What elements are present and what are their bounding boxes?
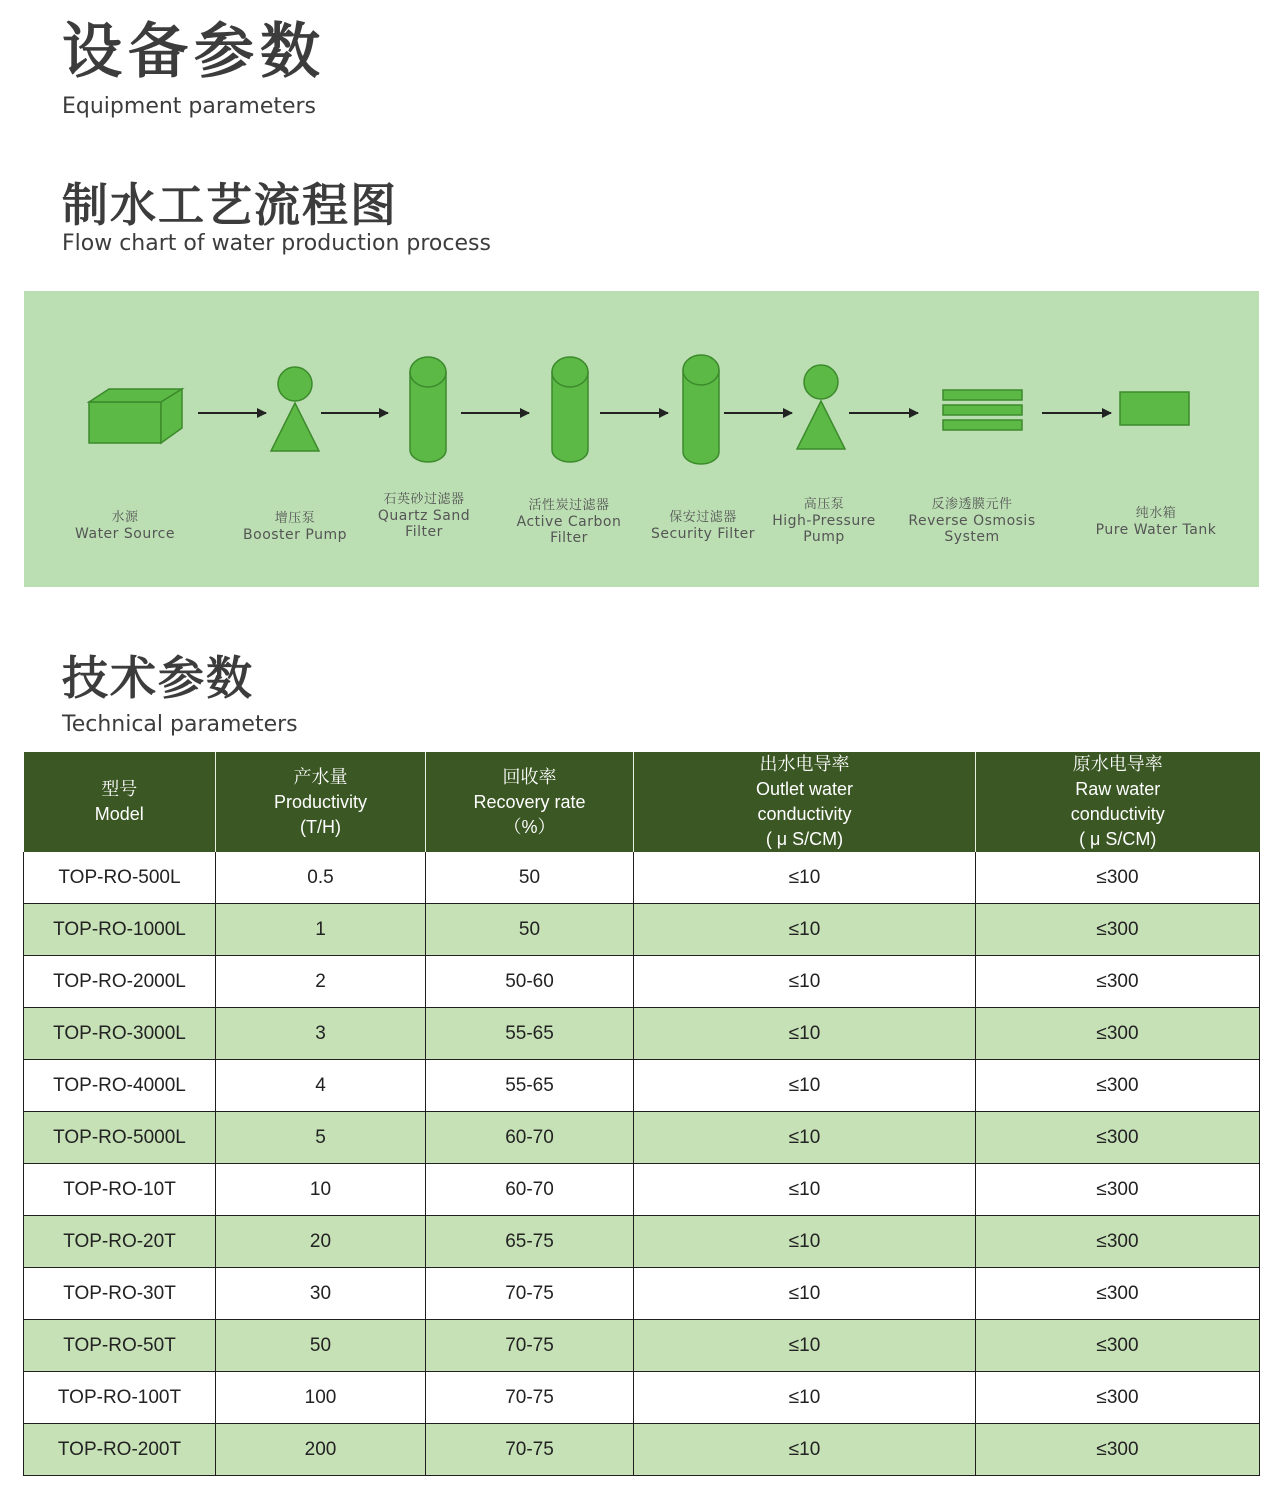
cell-outlet-conductivity: ≤10: [634, 1320, 976, 1372]
step-label-quartz-sand-filter: 石英砂过滤器 Quartz Sand Filter: [377, 492, 471, 540]
cell-recovery-rate: 70-75: [426, 1372, 634, 1424]
table-body: [24, 852, 1260, 1476]
active-carbon-filter-icon: [552, 357, 588, 462]
cell-recovery-rate: 65-75: [426, 1216, 634, 1268]
cell-raw-conductivity: ≤300: [976, 904, 1260, 956]
cell-productivity: 1: [216, 904, 426, 956]
header-outlet-conductivity: 出水电导率 Outlet water conductivity ( μ S/CM): [634, 752, 976, 852]
table-row: [24, 904, 1260, 956]
table-row: [24, 1216, 1260, 1268]
cell-recovery-rate: 50: [426, 852, 634, 904]
cell-recovery-rate: 70-75: [426, 1424, 634, 1476]
cell-productivity: 3: [216, 1008, 426, 1060]
booster-pump-icon: [271, 367, 319, 451]
cell-outlet-conductivity: ≤10: [634, 1060, 976, 1112]
cell-model: TOP-RO-4000L: [24, 1060, 216, 1112]
cell-raw-conductivity: ≤300: [976, 1372, 1260, 1424]
cell-recovery-rate: 50: [426, 904, 634, 956]
cell-productivity: 100: [216, 1372, 426, 1424]
step-label-booster-pump: 增压泵 Booster Pump: [243, 511, 347, 543]
cell-recovery-rate: 70-75: [426, 1320, 634, 1372]
cell-model: TOP-RO-2000L: [24, 956, 216, 1008]
table-row: [24, 1060, 1260, 1112]
cell-recovery-rate: 55-65: [426, 1008, 634, 1060]
header-recovery-rate: 回收率 Recovery rate （%）: [426, 752, 634, 852]
cell-model: TOP-RO-10T: [24, 1164, 216, 1216]
flow-chart-panel: [24, 291, 1259, 587]
cell-recovery-rate: 60-70: [426, 1112, 634, 1164]
cell-model: TOP-RO-1000L: [24, 904, 216, 956]
table-row: [24, 1164, 1260, 1216]
flow-title-cn: 制水工艺流程图: [62, 178, 398, 232]
cell-productivity: 20: [216, 1216, 426, 1268]
step-label-pure-water-tank: 纯水箱 Pure Water Tank: [1095, 506, 1217, 538]
equipment-title-cn: 设备参数: [62, 17, 326, 87]
step-label-high-pressure-pump: 高压泵 High-Pressure Pump: [772, 497, 876, 545]
table-row: [24, 852, 1260, 904]
cell-outlet-conductivity: ≤10: [634, 1164, 976, 1216]
equipment-title-en: Equipment parameters: [62, 94, 317, 119]
cell-model: TOP-RO-500L: [24, 852, 216, 904]
cell-productivity: 5: [216, 1112, 426, 1164]
table-row: [24, 1372, 1260, 1424]
cell-model: TOP-RO-5000L: [24, 1112, 216, 1164]
cell-productivity: 200: [216, 1424, 426, 1476]
cell-outlet-conductivity: ≤10: [634, 852, 976, 904]
table-row: [24, 1268, 1260, 1320]
flow-chart-diagram: [24, 291, 1259, 587]
cell-raw-conductivity: ≤300: [976, 852, 1260, 904]
quartz-sand-filter-icon: [410, 357, 446, 462]
table-row: [24, 1424, 1260, 1476]
step-label-water-source: 水源 Water Source: [75, 510, 175, 542]
cell-productivity: 50: [216, 1320, 426, 1372]
cell-raw-conductivity: ≤300: [976, 1164, 1260, 1216]
cell-outlet-conductivity: ≤10: [634, 904, 976, 956]
header-raw-conductivity: 原水电导率 Raw water conductivity ( μ S/CM): [976, 752, 1260, 852]
cell-productivity: 30: [216, 1268, 426, 1320]
table-row: [24, 1320, 1260, 1372]
cell-outlet-conductivity: ≤10: [634, 1372, 976, 1424]
cell-recovery-rate: 55-65: [426, 1060, 634, 1112]
table-row: [24, 1008, 1260, 1060]
cell-model: TOP-RO-50T: [24, 1320, 216, 1372]
cell-model: TOP-RO-20T: [24, 1216, 216, 1268]
step-label-active-carbon-filter: 活性炭过滤器 Active Carbon Filter: [516, 498, 622, 546]
cell-outlet-conductivity: ≤10: [634, 956, 976, 1008]
cell-productivity: 4: [216, 1060, 426, 1112]
cell-model: TOP-RO-3000L: [24, 1008, 216, 1060]
header-productivity: 产水量 Productivity (T/H): [216, 752, 426, 852]
tech-title-cn: 技术参数: [62, 651, 254, 705]
cell-recovery-rate: 60-70: [426, 1164, 634, 1216]
tech-title-en: Technical parameters: [62, 712, 298, 737]
cell-outlet-conductivity: ≤10: [634, 1216, 976, 1268]
cell-raw-conductivity: ≤300: [976, 1008, 1260, 1060]
cell-raw-conductivity: ≤300: [976, 1268, 1260, 1320]
table-row: [24, 1112, 1260, 1164]
cell-productivity: 0.5: [216, 852, 426, 904]
cell-model: TOP-RO-30T: [24, 1268, 216, 1320]
cell-recovery-rate: 50-60: [426, 956, 634, 1008]
flow-title-en: Flow chart of water production process: [62, 231, 491, 256]
cell-outlet-conductivity: ≤10: [634, 1268, 976, 1320]
cell-raw-conductivity: ≤300: [976, 1112, 1260, 1164]
cell-productivity: 2: [216, 956, 426, 1008]
table-row: [24, 956, 1260, 1008]
water-source-box-icon: [89, 389, 182, 443]
step-label-security-filter: 保安过滤器 Security Filter: [650, 510, 756, 542]
reverse-osmosis-icon: [943, 390, 1022, 430]
cell-model: TOP-RO-200T: [24, 1424, 216, 1476]
cell-model: TOP-RO-100T: [24, 1372, 216, 1424]
cell-raw-conductivity: ≤300: [976, 1060, 1260, 1112]
high-pressure-pump-icon: [797, 365, 845, 449]
security-filter-icon: [683, 355, 719, 464]
cell-productivity: 10: [216, 1164, 426, 1216]
cell-raw-conductivity: ≤300: [976, 1320, 1260, 1372]
step-label-reverse-osmosis: 反渗透膜元件 Reverse Osmosis System: [908, 497, 1036, 545]
cell-recovery-rate: 70-75: [426, 1268, 634, 1320]
pure-water-tank-icon: [1120, 392, 1189, 425]
cell-outlet-conductivity: ≤10: [634, 1112, 976, 1164]
cell-outlet-conductivity: ≤10: [634, 1008, 976, 1060]
cell-raw-conductivity: ≤300: [976, 1216, 1260, 1268]
table-header-row: [24, 752, 1260, 852]
cell-raw-conductivity: ≤300: [976, 956, 1260, 1008]
cell-raw-conductivity: ≤300: [976, 1424, 1260, 1476]
cell-outlet-conductivity: ≤10: [634, 1424, 976, 1476]
technical-parameters-table: [23, 752, 1260, 1476]
header-model: 型号 Model: [24, 752, 216, 852]
